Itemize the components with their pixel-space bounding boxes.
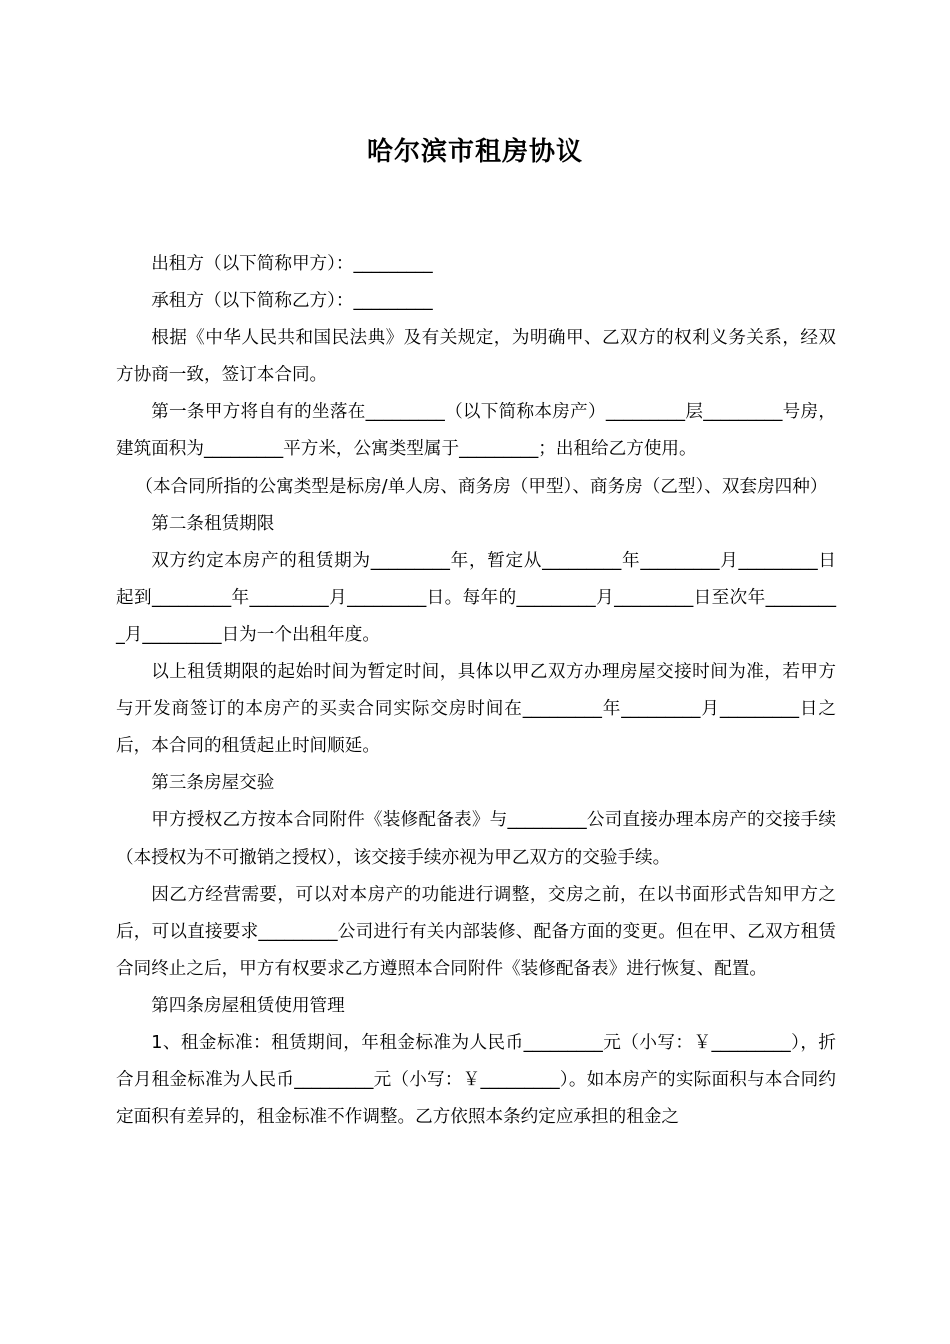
article-3-heading: 第三条房屋交验 [151,773,275,794]
lessor-line: 出租方（以下简称甲方）：_________ [151,254,433,274]
article-4-heading: 第四条房屋租赁使用管理 [151,995,345,1016]
lease-term-paragraph: 双方约定本房产的租赁期为_________年，暂定从_________年_________月_________日起到_________年_________月_________日。每年的_________月_________日至次年_________月_________日为一个出租年度。 [116,550,836,645]
preamble-paragraph: 根据《中华人民共和国民法典》及有关规定，为明确甲、乙双方的权利义务关系，经双方协商一致，签订本合同。 [116,328,836,386]
article-1-paragraph: 第一条甲方将自有的坐落在_________（以下简称本房产）_________层_________号房，建筑面积为_________平方米，公寓类型属于_________；出租给乙方使用。 [116,402,836,460]
document-title: 哈尔滨市租房协议 [366,137,583,167]
function-adjustment-paragraph: 因乙方经营需要，可以对本房产的功能进行调整，交房之前，在以书面形式告知甲方之后，可以直接要求_________公司进行有关内部装修、配备方面的变更。但在甲、乙双方租赁合同终止之后，甲方有权要求乙方遵照本合同附件《装修配备表》进行恢复、配置。 [116,884,836,979]
rent-standard-paragraph: 1、租金标准：租赁期间，年租金标准为人民币_________元（小写：￥_________），折合月租金标准为人民币_________元（小写：￥_________）。如本房产的实际面积与本合同约定面积有差异的，租金标准不作调整。乙方依照本条约定应承担的租金之 [116,1032,836,1128]
document-body [116,246,836,1136]
apartment-type-note: （本合同所指的公寓类型是标房/单人房、商务房（甲型）、商务房（乙型）、双套房四种） [135,476,828,497]
lessee-line: 承租方（以下简称乙方）：_________ [151,291,433,312]
handover-authorization-paragraph: 甲方授权乙方按本合同附件《装修配备表》与_________公司直接办理本房产的交接手续（本授权为不可撤销之授权），该交接手续亦视为甲乙双方的交验手续。 [116,810,836,868]
lease-start-note-paragraph: 以上租赁期限的起始时间为暂定时间，具体以甲乙双方办理房屋交接时间为准，若甲方与开发商签订的本房产的买卖合同实际交房时间在_________年_________月_________日之后，本合同的租赁起止时间顺延。 [116,662,836,757]
article-2-heading: 第二条租赁期限 [151,513,275,534]
